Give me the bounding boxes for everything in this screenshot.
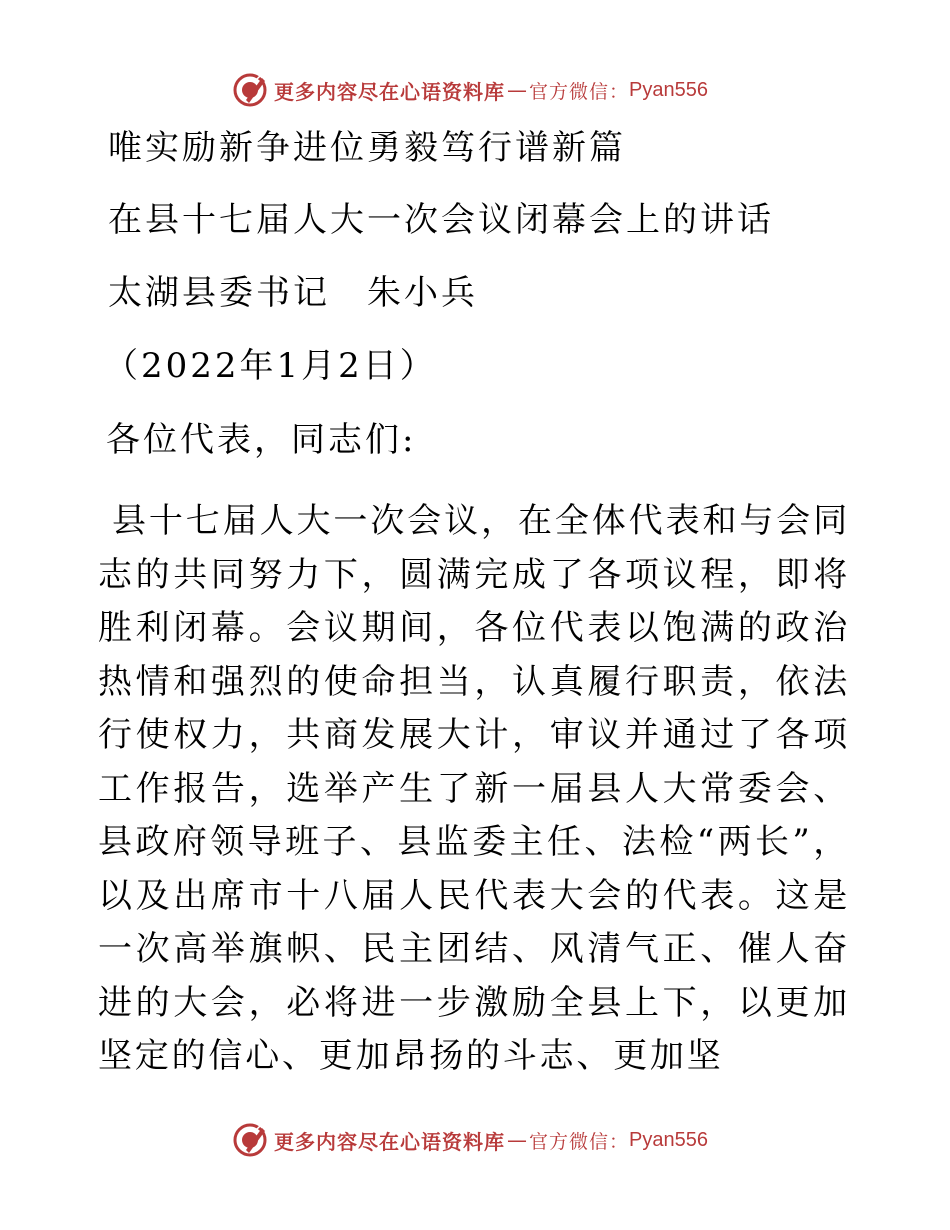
watermark-text: 更多内容尽在心语资料库 [274, 1129, 505, 1154]
document-title: 唯实励新争进位勇毅笃行谱新篇 [108, 128, 626, 168]
footer-watermark [232, 1120, 708, 1160]
watermark-text: 更多内容尽在心语资料库 [274, 79, 505, 104]
document-salutation: 各位代表，同志们: [106, 420, 417, 460]
pen-nib-logo-icon [232, 1122, 268, 1158]
watermark-id: Pyan556 [629, 78, 708, 101]
document-paragraph: 县十七届人大一次会议，在全体代表和与会同志的共同努力下，圆满完成了各项议程，即将胜利闭幕。会议期间，各位代表以饱满的政治热情和强烈的使命担当，认真履行职责，依法行使权力，共商发展大计，审议并通过了各项工作报告，选举产生了新一届县人大常委会、县政府领导班子、县监委主任、法检“两长”，以及出席市十八届人民代表大会的代表。这是一次高举旗帜、民主团结、风清气正、催人奋进的大会，必将进一步激励全县上下，以更加坚定的信心、更加昂扬的斗志、更加坚 [98, 501, 850, 1076]
header-watermark [232, 70, 708, 110]
watermark-id: Pyan556 [629, 1128, 708, 1151]
document-author: 太湖县委书记 朱小兵 [108, 273, 478, 313]
document-subtitle: 在县十七届人大一次会议闭幕会上的讲话 [108, 200, 774, 240]
watermark-dash: — [507, 1128, 527, 1152]
document-date: （2022年1月2日） [104, 346, 437, 386]
pen-nib-logo-icon [232, 72, 268, 108]
watermark-official: 官方微信： [529, 80, 630, 103]
watermark-official: 官方微信： [529, 1130, 630, 1153]
watermark-dash: — [507, 78, 527, 102]
